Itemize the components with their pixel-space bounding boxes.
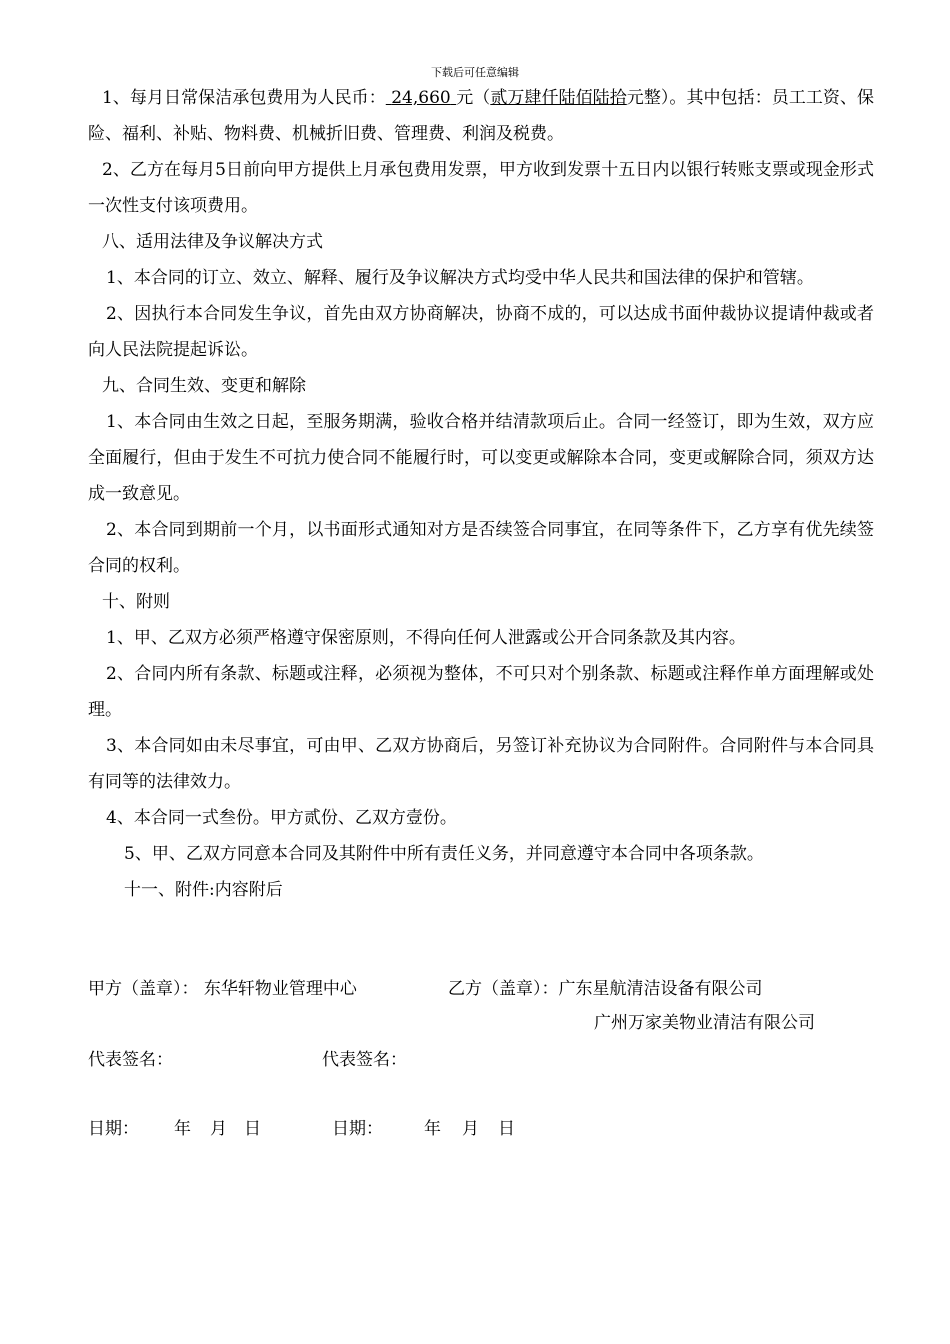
section-10-clause-4: 4、本合同一式叁份。甲方贰份、乙双方壹份。 <box>106 808 457 828</box>
party-b-rep-sign: 代表签名： <box>322 1050 407 1070</box>
section-10-clause-2: 2、合同内所有条款、标题或注释，必须视为整体，不可只对个别条款、标题或注释作单方面理解或处理。 <box>88 664 874 720</box>
party-a-label: 甲方（盖章）： <box>88 979 199 999</box>
section-8-clause-2: 2、因执行本合同发生争议，首先由双方协商解决，协商不成的，可以达成书面仲裁协议提请仲裁或者向人民法院提起诉讼。 <box>88 304 874 360</box>
payment-clause-1-suffix: 元整）。其中包括：员工工资、保险、福利、补贴、物料费、机械折旧费、管理费、利润及税费。 <box>88 88 875 144</box>
section-8-title: 八、适用法律及争议解决方式 <box>102 232 323 252</box>
section-10-clause-5: 5、甲、乙双方同意本合同及其附件中所有责任义务，并同意遵守本合同中各项条款。 <box>124 844 764 864</box>
section-9-clause-2: 2、本合同到期前一个月，以书面形式通知对方是否续签合同事宜，在同等条件下，乙方享有优先续签合同的权利。 <box>88 520 874 576</box>
party-b-name-2: 广州万家美物业清洁有限公司 <box>594 1013 815 1033</box>
party-a-name: 东华轩物业管理中心 <box>203 979 357 999</box>
party-b-date-day: 日 <box>498 1119 515 1139</box>
section-11-title: 十一、附件:内容附后 <box>124 880 283 900</box>
section-9-title: 九、合同生效、变更和解除 <box>102 376 306 396</box>
party-a-rep-sign: 代表签名： <box>88 1050 173 1070</box>
party-a-date-day: 日 <box>244 1119 261 1139</box>
payment-clause-1-mid: 元（ <box>456 88 491 108</box>
party-b-seal-line <box>448 977 763 1001</box>
section-8-clause-1: 1、本合同的订立、效立、解释、履行及争议解决方式均受中华人民共和国法律的保护和管辖。 <box>106 268 814 288</box>
section-10-clause-1: 1、甲、乙双方必须严格遵守保密原则，不得向任何人泄露或公开合同条款及其内容。 <box>106 628 746 648</box>
payment-clause-1 <box>88 80 874 152</box>
party-b-name-1: 广东星航清洁设备有限公司 <box>558 979 763 999</box>
header-note: 下载后可任意编辑 <box>431 66 519 79</box>
party-a-date-month: 月 <box>210 1119 227 1139</box>
party-a-date-label: 日期： <box>88 1119 139 1139</box>
payment-clause-2: 2、乙方在每月5日前向甲方提供上月承包费用发票，甲方收到发票十五日内以银行转账支票或现金形式一次性支付该项费用。 <box>88 160 874 216</box>
party-a-seal-line <box>88 977 357 1001</box>
party-a-date-year: 年 <box>174 1119 191 1139</box>
party-b-date-label: 日期： <box>332 1119 383 1139</box>
section-10-title: 十、附则 <box>102 592 170 612</box>
monthly-fee-amount: 24,660 <box>391 88 451 108</box>
monthly-fee-amount-words: 贰万肆仟陆佰陆拾 <box>490 88 627 108</box>
party-b-date-year: 年 <box>424 1119 441 1139</box>
section-9-clause-1: 1、本合同由生效之日起，至服务期满，验收合格并结清款项后止。合同一经签订，即为生效，双方应全面履行，但由于发生不可抗力使合同不能履行时，可以变更或解除本合同，变更或解除合同，须双方达成一致意见。 <box>88 412 874 504</box>
party-b-label: 乙方（盖章）： <box>448 979 559 999</box>
payment-clause-1-prefix: 1、每月日常保洁承包费用为人民币： <box>102 88 386 108</box>
party-b-date-month: 月 <box>462 1119 479 1139</box>
section-10-clause-3: 3、本合同如由未尽事宜，可由甲、乙双方协商后，另签订补充协议为合同附件。合同附件与本合同具有同等的法律效力。 <box>88 736 874 792</box>
contract-body <box>88 80 874 908</box>
